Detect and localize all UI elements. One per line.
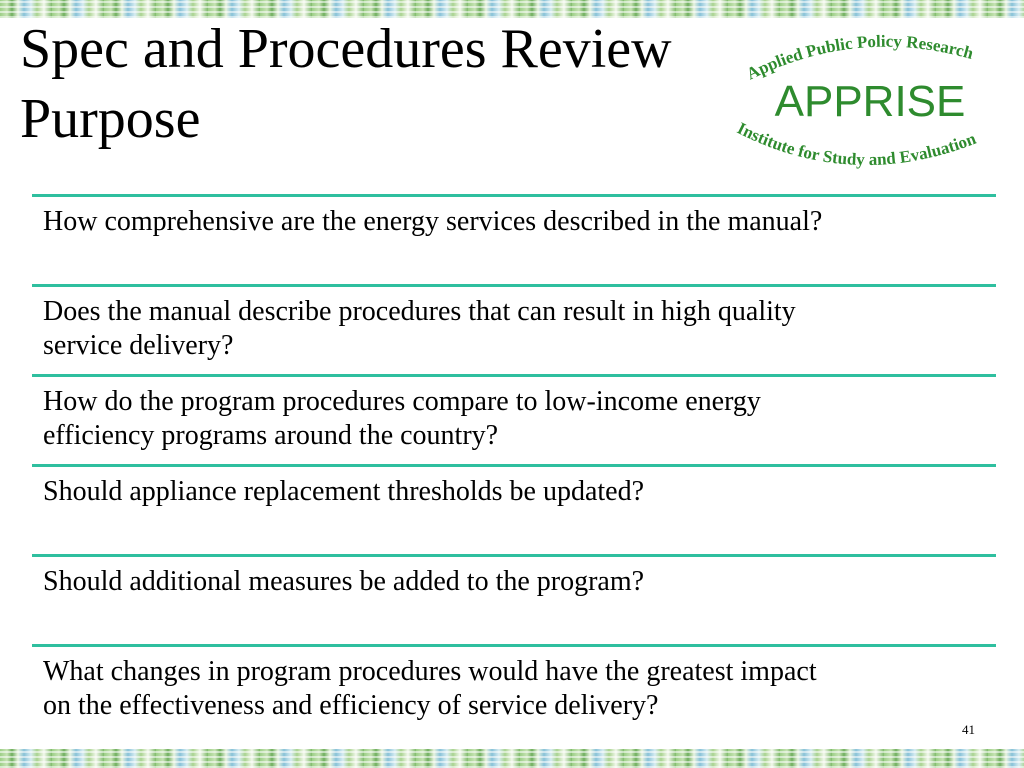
question-6-line-2: on the effectiveness and efficiency of service delivery?	[43, 690, 659, 721]
divider-rule	[32, 194, 996, 197]
question-3-line-1: How do the program procedures compare to low-income energy	[43, 386, 761, 417]
page-number: 41	[962, 722, 975, 737]
question-6-line-1: What changes in program procedures would have the greatest impact	[43, 656, 817, 687]
logo-bottom-text: Institute for Study and Evaluation	[734, 118, 979, 170]
divider-rule	[32, 284, 996, 287]
question-2-line-2: service delivery?	[43, 330, 234, 361]
question-3-line-2: efficiency programs around the country?	[43, 420, 499, 451]
question-2-line-1: Does the manual describe procedures that can result in high quality	[43, 296, 796, 327]
divider-rule	[32, 644, 996, 647]
question-item-2	[43, 295, 983, 363]
question-4-line-1: Should appliance replacement thresholds be updated?	[43, 476, 645, 507]
divider-rule	[32, 464, 996, 467]
apprise-logo	[728, 28, 1012, 178]
question-item-4	[43, 475, 983, 509]
title-line-2: Purpose	[20, 88, 201, 150]
slide-title	[20, 14, 740, 154]
divider-rule	[32, 374, 996, 377]
logo-name: APPRISE	[774, 77, 966, 126]
question-item-1	[43, 205, 983, 239]
question-item-3	[43, 385, 983, 453]
logo-top-text: Applied Public Policy Research	[743, 31, 976, 84]
question-item-6	[43, 655, 983, 723]
divider-rule	[32, 554, 996, 557]
question-item-5	[43, 565, 983, 599]
title-line-1: Spec and Procedures Review	[20, 18, 672, 80]
question-1-line-1: How comprehensive are the energy services described in the manual?	[43, 206, 823, 237]
decorative-bottom-border	[0, 749, 1024, 768]
question-5-line-1: Should additional measures be added to the program?	[43, 566, 645, 597]
